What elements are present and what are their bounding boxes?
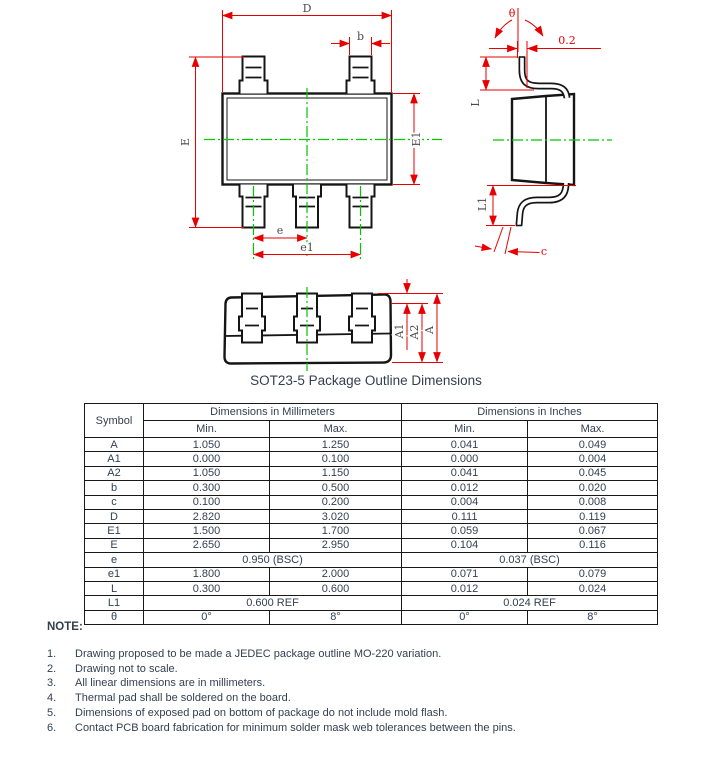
dim-label-L: L	[469, 99, 482, 107]
cell-symbol: L	[85, 581, 144, 595]
note-number: 4.	[47, 692, 57, 705]
table-header-row	[85, 404, 658, 421]
cell-mm-min: 1.050	[144, 438, 270, 452]
cell-in-min: 0.071	[402, 567, 528, 581]
header-inches: Dimensions in Inches	[402, 404, 658, 421]
note-text: Thermal pad shall be soldered on the board.	[75, 692, 291, 705]
note-number: 2.	[47, 662, 57, 675]
note-number: 1.	[47, 648, 57, 660]
table-row	[85, 610, 658, 624]
table-header-row	[85, 421, 658, 438]
cell-mm-min: 2.650	[144, 538, 270, 552]
cell-in-min: 0.041	[402, 438, 528, 452]
cell-in-max: 0.049	[528, 438, 658, 452]
cell-symbol: e1	[85, 567, 144, 581]
notes-section	[47, 647, 697, 735]
table-row	[85, 553, 658, 567]
cell-symbol: A2	[85, 466, 144, 480]
side-view	[469, 7, 612, 258]
top-view	[179, 2, 442, 262]
note-text: Drawing not to scale.	[75, 662, 178, 675]
table-row	[85, 438, 658, 452]
cell-symbol: E	[85, 538, 144, 552]
cell-in-max: 0.024	[528, 581, 658, 595]
dim-label-L1: L1	[476, 196, 489, 212]
cell-in-min: 0°	[402, 610, 528, 624]
cell-mm-max: 3.020	[270, 509, 402, 523]
list-item	[47, 662, 697, 677]
cell-mm-max: 0.500	[270, 481, 402, 495]
header-mm-max: Max.	[270, 421, 402, 438]
list-item	[47, 647, 697, 662]
note-number: 5.	[47, 706, 57, 719]
cell-mm-min: 0.300	[144, 581, 270, 595]
cell-symbol: A	[85, 438, 144, 452]
dim-label-e: e	[276, 224, 284, 237]
table-row	[85, 538, 658, 552]
cell-mm-min: 0.100	[144, 495, 270, 509]
pin	[240, 57, 268, 94]
cell-in-max: 0.008	[528, 495, 658, 509]
cell-in-min: 0.041	[402, 466, 528, 480]
table-row	[85, 509, 658, 523]
cell-in-min: 0.111	[402, 509, 528, 523]
header-in-min: Min.	[402, 421, 528, 438]
list-item	[47, 676, 697, 691]
dim-label-A2: A2	[408, 324, 421, 340]
front-view	[225, 279, 444, 371]
cell-mm-span: 0.950 (BSC)	[144, 553, 402, 567]
note-text: Contact PCB board fabrication for minimum solder mask web tolerances between the pins.	[75, 721, 516, 734]
dim-label-tip-offset: 0.2	[558, 34, 576, 47]
note-text: Dimensions of exposed pad on bottom of package do not include mold flash.	[75, 706, 448, 719]
table-row	[85, 481, 658, 495]
table-row	[85, 466, 658, 480]
header-mm-min: Min.	[144, 421, 270, 438]
cell-in-max: 0.067	[528, 524, 658, 538]
cell-mm-max: 0.200	[270, 495, 402, 509]
cell-mm-max: 0.600	[270, 581, 402, 595]
cell-mm-max: 8°	[270, 610, 402, 624]
table-row	[85, 452, 658, 466]
cell-symbol: A1	[85, 452, 144, 466]
cell-mm-min: 0.300	[144, 481, 270, 495]
note-number: 6.	[47, 721, 57, 734]
note-text: Drawing proposed to be made a JEDEC package outline MO-220 variation.	[75, 648, 442, 660]
table-row	[85, 581, 658, 595]
cell-mm-max: 2.950	[270, 538, 402, 552]
lead-top	[522, 57, 567, 98]
lead	[239, 294, 265, 343]
dim-label-D: D	[302, 2, 312, 15]
cell-symbol: L1	[85, 596, 144, 610]
cell-mm-min: 2.820	[144, 509, 270, 523]
note-title: NOTE:	[47, 621, 83, 633]
cell-mm-max: 1.150	[270, 466, 402, 480]
dim-label-A1: A1	[393, 323, 406, 339]
cell-in-span: 0.024 REF	[402, 596, 658, 610]
cell-in-min: 0.004	[402, 495, 528, 509]
header-mm: Dimensions in Millimeters	[144, 404, 402, 421]
drawing-caption: SOT23-5 Package Outline Dimensions	[250, 373, 482, 388]
cell-in-min: 0.104	[402, 538, 528, 552]
dim-label-A: A	[423, 326, 436, 334]
table-row	[85, 495, 658, 509]
note-number: 3.	[47, 677, 57, 690]
cell-in-span: 0.037 (BSC)	[402, 553, 658, 567]
cell-mm-min: 0.000	[144, 452, 270, 466]
dim-label-c: c	[540, 245, 548, 258]
cell-in-max: 8°	[528, 610, 658, 624]
list-item	[47, 706, 697, 721]
dim-label-E1: E1	[410, 131, 423, 147]
table-row	[85, 524, 658, 538]
cell-symbol: D	[85, 509, 144, 523]
cell-in-min: 0.012	[402, 581, 528, 595]
cell-mm-min: 0°	[144, 610, 270, 624]
table-row	[85, 596, 658, 610]
list-item	[47, 691, 697, 706]
cell-in-min: 0.012	[402, 481, 528, 495]
cell-in-max: 0.045	[528, 466, 658, 480]
cell-in-max: 0.020	[528, 481, 658, 495]
dim-label-E: E	[179, 137, 192, 147]
cell-mm-max: 0.100	[270, 452, 402, 466]
cell-symbol: c	[85, 495, 144, 509]
note-text: All linear dimensions are in millimeters.	[75, 677, 266, 690]
cell-symbol: e	[85, 553, 144, 567]
table-row	[85, 567, 658, 581]
cell-symbol: θ	[85, 610, 144, 624]
header-symbol: Symbol	[85, 404, 144, 438]
cell-symbol: E1	[85, 524, 144, 538]
cell-in-min: 0.059	[402, 524, 528, 538]
cell-in-max: 0.079	[528, 567, 658, 581]
pin	[347, 57, 375, 94]
dimensions-table	[84, 403, 658, 625]
cell-mm-max: 1.250	[270, 438, 402, 452]
dim-label-e1: e1	[300, 241, 314, 254]
dim-label-b: b	[356, 30, 365, 43]
cell-in-min: 0.000	[402, 452, 528, 466]
cell-in-max: 0.119	[528, 509, 658, 523]
cell-mm-span: 0.600 REF	[144, 596, 402, 610]
header-in-max: Max.	[528, 421, 658, 438]
list-item	[47, 721, 697, 736]
lead	[349, 294, 375, 343]
cell-mm-min: 1.050	[144, 466, 270, 480]
cell-in-max: 0.116	[528, 538, 658, 552]
cell-mm-min: 1.500	[144, 524, 270, 538]
cell-symbol: b	[85, 481, 144, 495]
cell-mm-max: 2.000	[270, 567, 402, 581]
dim-label-theta: θ	[508, 7, 516, 20]
cell-mm-max: 1.700	[270, 524, 402, 538]
cell-in-max: 0.004	[528, 452, 658, 466]
cell-mm-min: 1.800	[144, 567, 270, 581]
